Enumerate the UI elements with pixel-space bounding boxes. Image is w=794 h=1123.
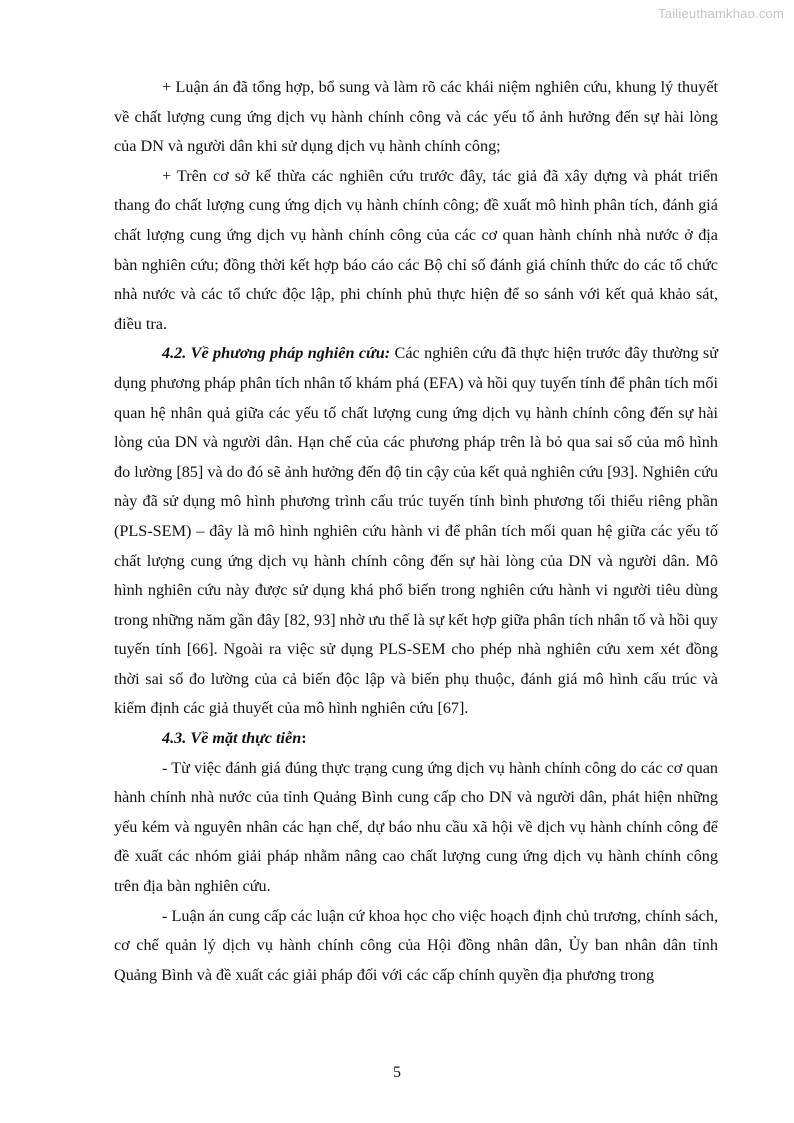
paragraph-text: Các nghiên cứu đã thực hiện trước đây thường sử dụng phương pháp phân tích nhân tố khám phá (EFA) và hồi quy tuyến tính để phân tích mối quan hệ nhân quả giữa các yếu tố chất lượng cung ứng dịch vụ hành chính công đến sự hài lòng của DN và người dân. Hạn chế của các phương pháp trên là bỏ qua sai số của mô hình đo lường [85] và do đó sẽ ảnh hưởng đến độ tin cậy của kết quả nghiên cứu [93]. Nghiên cứu này đã sử dụng mô hình phương trình cấu trúc tuyến tính bình phương tối thiểu riêng phần (PLS-SEM) – đây là mô hình nghiên cứu hành vi để phân tích mối quan hệ giữa các yếu tố chất lượng cung ứng dịch vụ hành chính công đến sự hài lòng của DN và người dân. Mô hình nghiên cứu này được sử dụng khá phổ biến trong nghiên cứu hành vi người tiêu dùng trong những năm gần đây [82, 93] nhờ ưu thế là sự kết hợp giữa phân tích nhân tố và hồi quy tuyến tính [66]. Ngoài ra việc sử dụng PLS-SEM cho phép nhà nghiên cứu xem xét đồng thời sai số đo lường của cả biến độc lập và biến phụ thuộc, đánh giá mô hình cấu trúc và kiểm định các giả thuyết của mô hình nghiên cứu [67]. <box>114 344 719 718</box>
paragraph-practice-2 <box>114 902 718 991</box>
page-number: 5 <box>393 1064 401 1081</box>
heading-colon: : <box>301 729 307 748</box>
watermark: Tailieuthamkhao.com <box>658 6 784 21</box>
paragraph-text: - Từ việc đánh giá đúng thực trạng cung ứng dịch vụ hành chính công do các cơ quan hành chính nhà nước của tỉnh Quảng Bình cung cấp cho DN và người dân, phát hiện những yếu kém và nguyên nhân các hạn chế, dự báo nhu cầu xã hội về dịch vụ hành chính công để đề xuất các nhóm giải pháp nhằm nâng cao chất lượng cung ứng dịch vụ hành chính công trên địa bàn nghiên cứu. <box>114 758 718 896</box>
section-4-3-heading-line <box>114 724 718 754</box>
paragraph-text: + Trên cơ sở kế thừa các nghiên cứu trước đây, tác giả đã xây dựng và phát triển thang đo chất lượng cung ứng dịch vụ hành chính công; đề xuất mô hình phân tích, đánh giá chất lượng cung ứng dịch vụ hành chính công của các cơ quan hành chính nhà nước ở địa bàn nghiên cứu; đồng thời kết hợp báo cáo các Bộ chỉ số đánh giá chính thức do các tổ chức nhà nước và các tổ chức độc lập, phi chính phủ thực hiện để so sánh với kết quả khảo sát, điều tra. <box>114 166 718 333</box>
section-heading-4-3: 4.3. Về mặt thực tiễn <box>162 729 302 748</box>
paragraph-text: + Luận án đã tổng hợp, bổ sung và làm rõ các khái niệm nghiên cứu, khung lý thuyết về chất lượng cung ứng dịch vụ hành chính công và các yếu tố ảnh hưởng đến sự hài lòng của DN và người dân khi sử dụng dịch vụ hành chính công; <box>114 78 718 156</box>
paragraph-practice-1 <box>114 754 718 902</box>
paragraph-1 <box>114 73 718 162</box>
section-heading-4-2: 4.2. Về phương pháp nghiên cứu: <box>162 344 391 363</box>
paragraph-2 <box>114 162 718 340</box>
document-body <box>114 73 718 990</box>
section-4-2-paragraph <box>114 339 718 724</box>
paragraph-text: - Luận án cung cấp các luận cứ khoa học cho việc hoạch định chủ trương, chính sách, cơ chế quản lý dịch vụ hành chính công của Hội đồng nhân dân, Ủy ban nhân dân tỉnh Quảng Bình và đề xuất các giải pháp đối với các cấp chính quyền địa phương trong <box>114 906 718 984</box>
